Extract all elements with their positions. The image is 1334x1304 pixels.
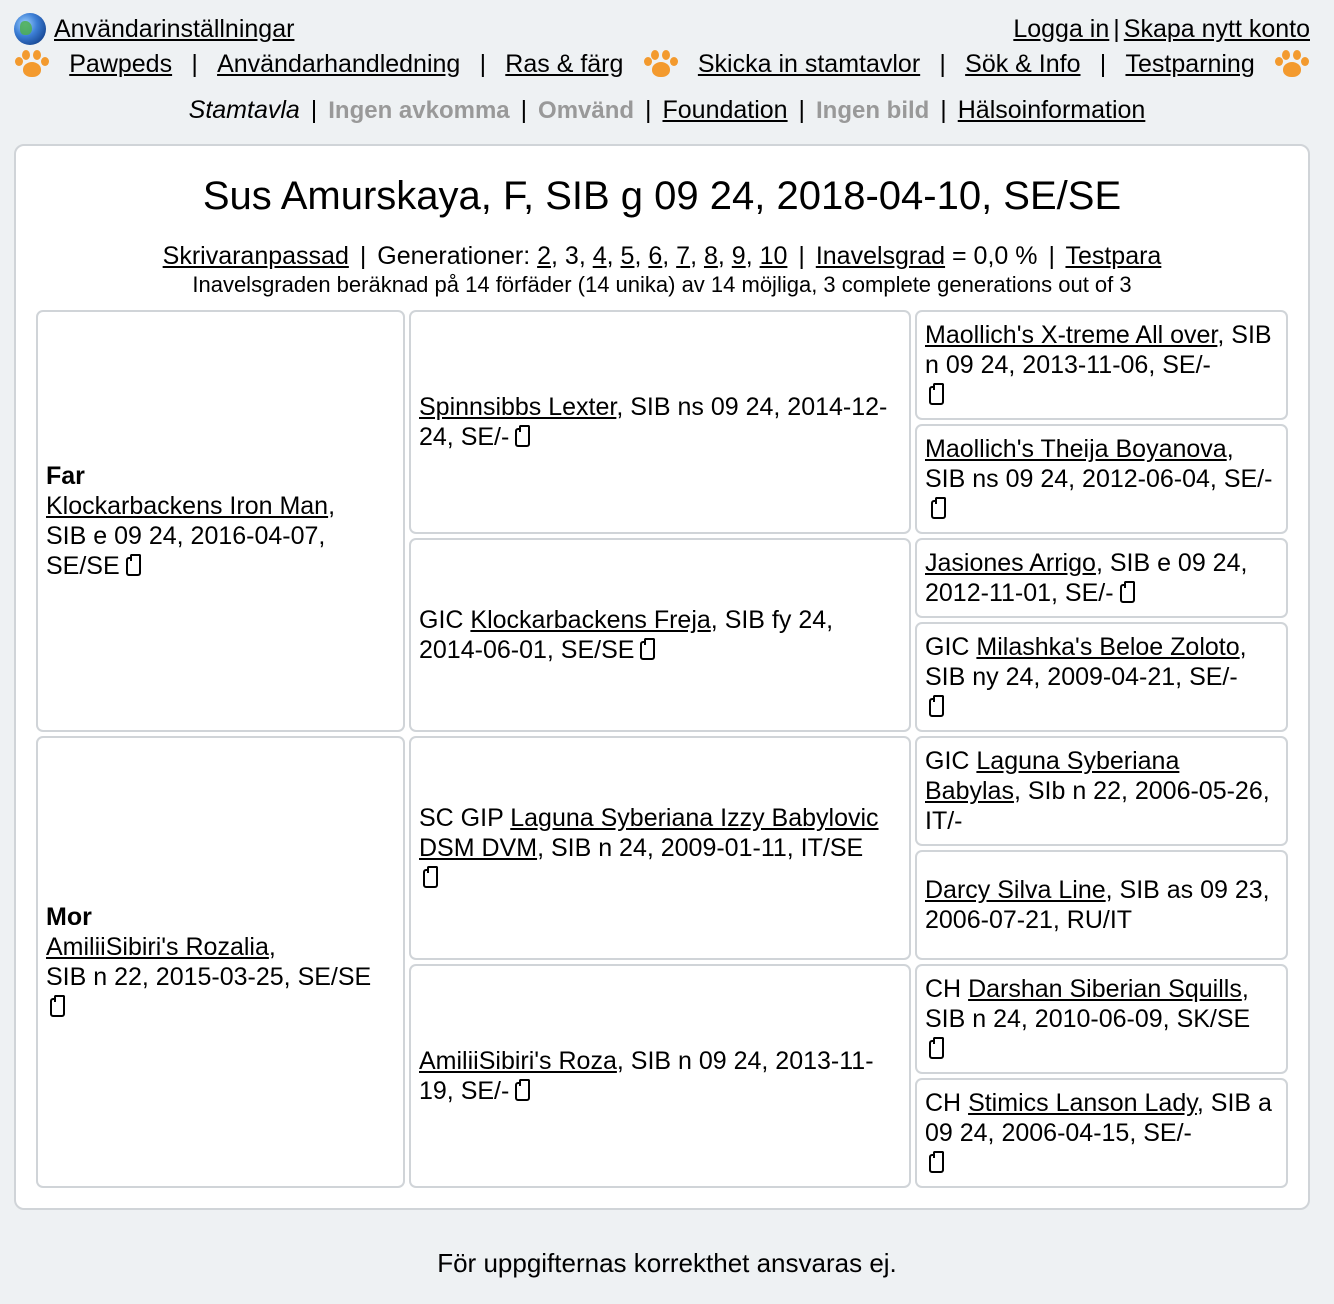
nav-search-info[interactable]: Sök & Info: [965, 49, 1081, 78]
great-grandparent-box-1: [915, 310, 1288, 420]
generation-7-link[interactable]: 7: [676, 242, 691, 270]
clipboard-icon[interactable]: [515, 428, 530, 447]
sire-box: Far Klockarbackens Iron Man, SIB e 09 24, 2016-04-07, SE/SE: [36, 310, 405, 732]
create-account-link[interactable]: Skapa nytt konto: [1123, 14, 1310, 43]
clipboard-icon[interactable]: [929, 1040, 944, 1059]
view-no-offspring: Ingen avkomma: [328, 97, 510, 124]
ancestor-details: , SIB ny 24, 2009-04-21, SE/-: [925, 633, 1247, 691]
grandparent-box-4: [409, 964, 911, 1188]
view-no-image: Ingen bild: [816, 97, 930, 124]
clipboard-icon[interactable]: [929, 386, 944, 405]
grandparent-details: , SIB ns 09 24, 2014-12-24, SE/-: [419, 393, 888, 451]
clipboard-icon[interactable]: [126, 557, 141, 576]
paw-icon: [643, 49, 679, 79]
clipboard-icon[interactable]: [423, 869, 438, 888]
ancestor-details: , SIb n 22, 2006-05-26, IT/-: [925, 777, 1270, 835]
ancestor-details: , SIB n 09 24, 2013-11-06, SE/-: [925, 321, 1272, 379]
nav-user-guide[interactable]: Användarhandledning: [217, 49, 461, 78]
login-link[interactable]: Logga in: [1013, 14, 1110, 43]
printable-link[interactable]: Skrivaranpassad: [162, 242, 349, 270]
title-prefix: CH: [925, 1089, 969, 1117]
disclaimer: För uppgifternas korrekthet ansvaras ej.: [437, 1248, 897, 1278]
grandparent-box-1: [409, 310, 911, 534]
sire-name-link[interactable]: Klockarbackens Iron Man: [46, 492, 329, 520]
paw-icon: [14, 49, 50, 79]
grandparent-box-3: [409, 736, 911, 960]
generation-9-link[interactable]: 9: [731, 242, 746, 270]
great-grandparent-box-3: [915, 538, 1288, 618]
great-grandparent-box-5: [915, 736, 1288, 846]
great-grandparent-box-6: [915, 850, 1288, 960]
grandparent-name-link[interactable]: Laguna Syberiana Izzy Babylovic DSM DVM: [419, 804, 879, 862]
generation-2-link[interactable]: 2: [537, 242, 551, 270]
grandparent-name-link[interactable]: AmiliiSibiri's Roza: [419, 1047, 617, 1075]
account-links: Logga in | Skapa nytt konto: [1013, 14, 1310, 43]
grandparent-name-link[interactable]: Spinnsibbs Lexter: [419, 393, 617, 421]
paw-icon: [1274, 49, 1310, 79]
grandparent-box-2: [409, 538, 911, 732]
generation-4-link[interactable]: 4: [592, 242, 607, 270]
main-nav: Pawpeds | Användarhandledning | Ras & färg Skicka in stamtavlor | Sök & Info | Testparning: [14, 46, 1310, 82]
view-pedigree-current: Stamtavla: [188, 96, 300, 124]
generation-8-link[interactable]: 8: [703, 242, 718, 270]
generations-label: Generationer:: [377, 242, 531, 270]
title-prefix: GIC: [925, 747, 977, 775]
sire-label: Far: [46, 462, 85, 490]
ancestor-name-link[interactable]: Darcy Silva Line: [925, 876, 1106, 904]
ancestor-name-link[interactable]: Maollich's X-treme All over: [925, 321, 1218, 349]
clipboard-icon[interactable]: [515, 1082, 530, 1101]
inbreeding-link[interactable]: Inavelsgrad: [815, 242, 946, 270]
generation-6-link[interactable]: 6: [648, 242, 663, 270]
title-prefix: GIC: [419, 606, 471, 634]
generation-10-link[interactable]: 10: [759, 242, 788, 270]
clipboard-icon[interactable]: [931, 500, 946, 519]
dam-name-link[interactable]: AmiliiSibiri's Rozalia: [46, 933, 269, 961]
nav-breed-color[interactable]: Ras & färg: [505, 49, 624, 78]
view-foundation-link[interactable]: Foundation: [662, 96, 788, 124]
ancestor-name-link[interactable]: Milashka's Beloe Zoloto: [976, 633, 1240, 661]
inbreeding-value: = 0,0 %: [952, 242, 1038, 270]
globe-icon: [14, 13, 46, 45]
view-nav: Stamtavla | Ingen avkomma | Omvänd | Foundation | Ingen bild | Hälsoinformation: [188, 96, 1146, 124]
dam-label: Mor: [46, 903, 92, 931]
ancestor-name-link[interactable]: Stimics Lanson Lady: [968, 1089, 1197, 1117]
ancestor-details: , SIB e 09 24, 2012-11-01, SE/-: [925, 549, 1248, 607]
great-grandparent-box-2: [915, 424, 1288, 534]
grandparent-details: , SIB n 24, 2009-01-11, IT/SE: [537, 834, 864, 862]
grandparent-details: , SIB n 09 24, 2013-11-19, SE/-: [419, 1047, 874, 1105]
nav-test-mating[interactable]: Testparning: [1125, 49, 1255, 78]
top-bar: [14, 12, 1310, 46]
clipboard-icon[interactable]: [640, 641, 655, 660]
title-prefix: SC GIP: [419, 804, 511, 832]
nav-submit-pedigrees[interactable]: Skicka in stamtavlor: [697, 49, 921, 78]
testmate-link[interactable]: Testpara: [1065, 242, 1162, 270]
ancestor-name-link[interactable]: Darshan Siberian Squills: [968, 975, 1242, 1003]
dam-details: SIB n 22, 2015-03-25, SE/SE: [46, 963, 372, 991]
sire-details: SIB e 09 24, 2016-04-07, SE/SE: [46, 522, 326, 580]
inbreeding-stats: Inavelsgraden beräknad på 14 förfäder (14 unika) av 14 möjliga, 3 complete generations out of 3: [192, 272, 1132, 297]
ancestor-name-link[interactable]: Laguna Syberiana Babylas: [925, 747, 1180, 805]
great-grandparent-box-7: [915, 964, 1288, 1074]
view-reverse: Omvänd: [538, 97, 635, 124]
ancestor-name-link[interactable]: Jasiones Arrigo: [925, 549, 1096, 577]
clipboard-icon[interactable]: [50, 998, 65, 1017]
ancestor-details: , SIB ns 09 24, 2012-06-04, SE/-: [925, 435, 1273, 493]
title-prefix: GIC: [925, 633, 977, 661]
ancestor-details: , SIB n 24, 2010-06-09, SK/SE: [925, 975, 1251, 1033]
title-prefix: CH: [925, 975, 969, 1003]
generation-5-link[interactable]: 5: [620, 242, 635, 270]
pedigree-options: Skrivaranpassad | Generationer: 2, 3, 4, 5, 6, 7, 8, 9, 10 | Inavelsgrad = 0,0 % | Testpara: [162, 242, 1162, 270]
page-title: Sus Amurskaya, F, SIB g 09 24, 2018-04-10, SE/SE: [202, 174, 1122, 218]
great-grandparent-box-8: [915, 1078, 1288, 1188]
user-settings-link[interactable]: Användarinställningar: [54, 14, 295, 43]
great-grandparent-box-4: [915, 622, 1288, 732]
nav-pawpeds[interactable]: Pawpeds: [69, 49, 173, 78]
clipboard-icon[interactable]: [929, 698, 944, 717]
grandparent-details: , SIB fy 24, 2014-06-01, SE/SE: [419, 606, 834, 664]
ancestor-name-link[interactable]: Maollich's Theija Boyanova: [925, 435, 1227, 463]
generation-3-current: 3: [564, 242, 579, 270]
ancestor-details: , SIB a 09 24, 2006-04-15, SE/-: [925, 1089, 1272, 1147]
grandparent-name-link[interactable]: Klockarbackens Freja: [470, 606, 711, 634]
clipboard-icon[interactable]: [929, 1154, 944, 1173]
clipboard-icon[interactable]: [1120, 584, 1135, 603]
view-health-link[interactable]: Hälsoinformation: [957, 96, 1146, 124]
dam-box: Mor AmiliiSibiri's Rozalia, SIB n 22, 2015-03-25, SE/SE: [36, 736, 405, 1188]
user-settings-group: [14, 13, 294, 45]
ancestor-details: , SIB as 09 23, 2006-07-21, RU/IT: [925, 876, 1270, 934]
